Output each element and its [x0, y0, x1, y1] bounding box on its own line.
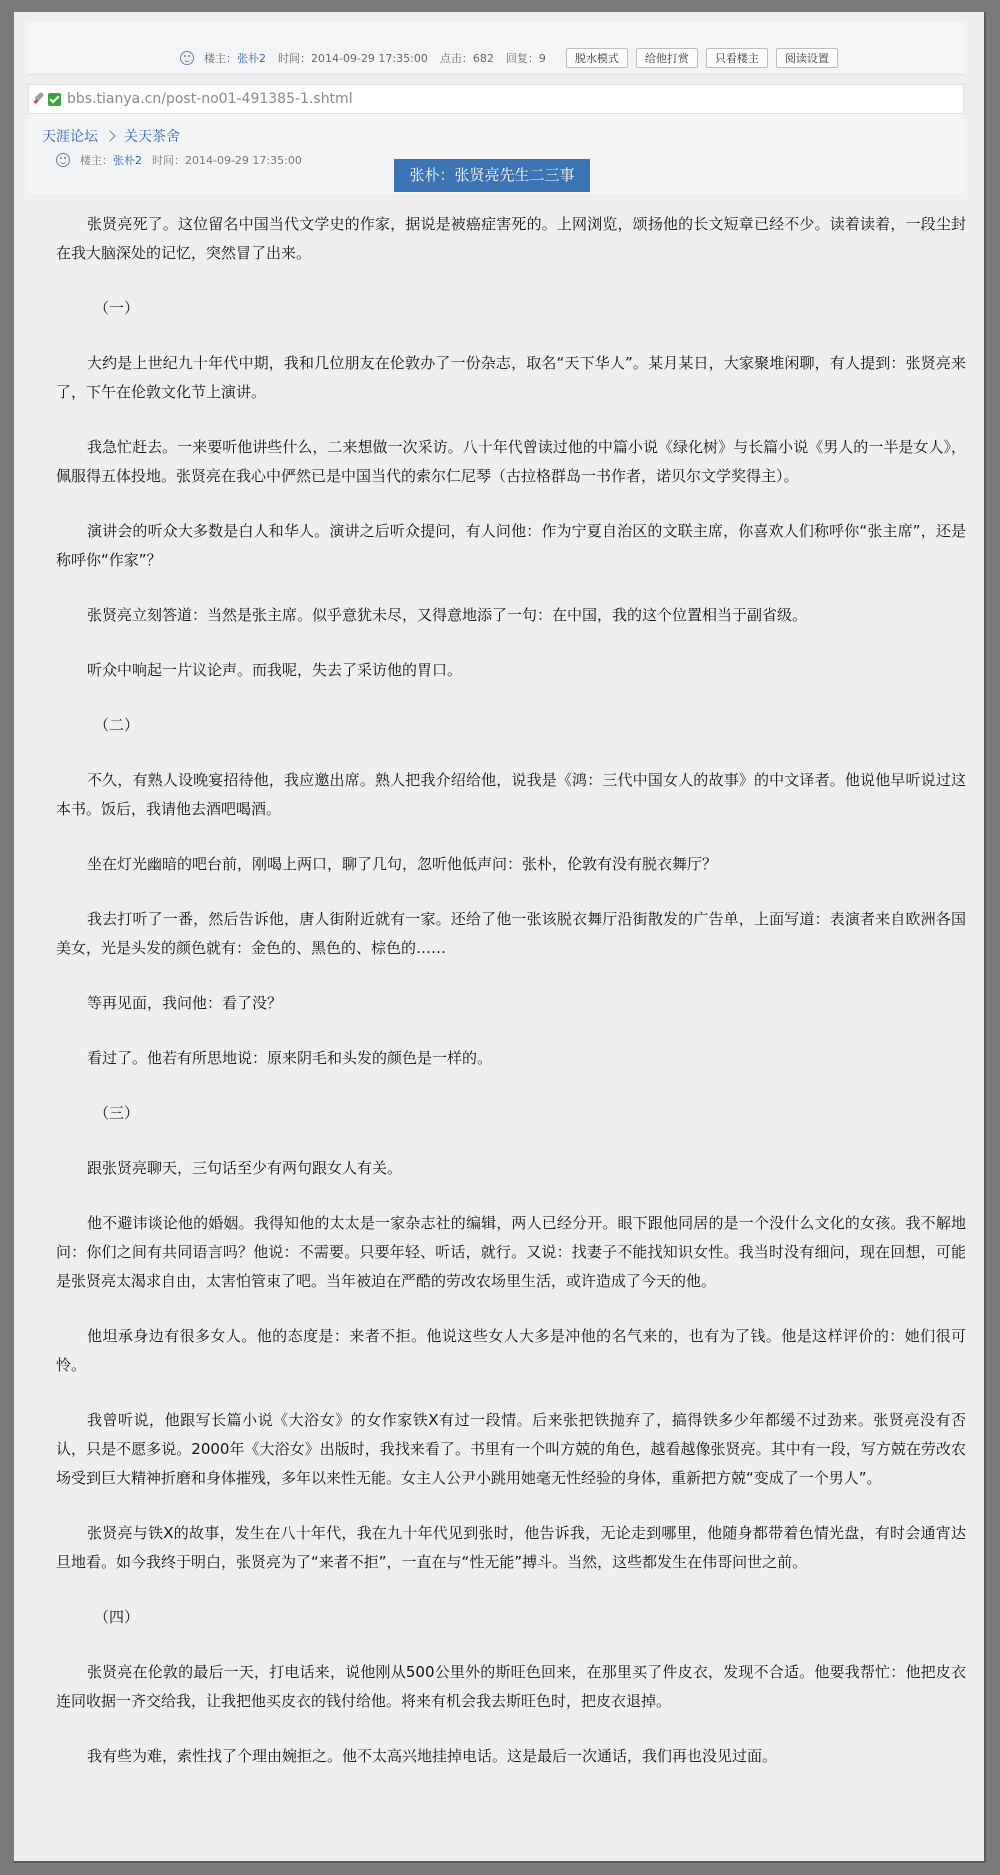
replies-count: 9	[538, 51, 546, 65]
paragraph: 他坦承身边有很多女人。他的态度是：来者不拒。他说这些女人大多是冲他的名气来的，也有为了钱。他是这样评价的：她们很可怜。	[56, 1327, 966, 1374]
paragraph: 跟张贤亮聊天，三句话至少有两句跟女人有关。	[87, 1159, 403, 1177]
section-heading: （三）	[94, 1104, 140, 1122]
section-heading: （二）	[94, 716, 140, 734]
author-only-button[interactable]: 只看楼主	[706, 48, 768, 68]
paragraph: 大约是上世纪九十年代中期，我和几位朋友在伦敦办了一份杂志，取名“天下华人”。某月某日，大家聚堆闲聊，有人提到：张贤亮来了，下午在伦敦文化节上演讲。	[56, 354, 966, 401]
clicks-label: 点击：	[439, 52, 473, 65]
louzhu-label: 楼主：	[80, 154, 113, 167]
smile-icon	[180, 51, 194, 65]
reading-settings-button[interactable]: 阅读设置	[776, 48, 838, 68]
paragraph: 张贤亮立刻答道：当然是张主席。似乎意犹未尽，又得意地添了一句：在中国，我的这个位置相当于副省级。	[87, 606, 808, 624]
secure-check-icon	[48, 93, 61, 106]
time-label: 时间：	[152, 154, 185, 167]
dehydrate-mode-button[interactable]: 脱水模式	[566, 48, 628, 68]
post-toolbar	[28, 22, 964, 75]
post-time: 2014-09-29 17:35:00	[311, 51, 428, 65]
post-author-link[interactable]: 张朴2	[113, 154, 142, 167]
clicks-count: 682	[472, 51, 494, 65]
paragraph: 看过了。他若有所思地说：原来阴毛和头发的颜色是一样的。	[87, 1049, 493, 1067]
paragraph: 张贤亮在伦敦的最后一天，打电话来，说他刚从500公里外的斯旺色回来，在那里买了件皮衣，发现不合适。他要我帮忙：他把皮衣连同收据一齐交给我，让我把他买皮衣的钱付给他。将来有机会我去斯旺色时，把皮衣退掉。	[56, 1663, 966, 1710]
breadcrumb	[42, 126, 180, 146]
paragraph: 我曾听说，他跟写长篇小说《大浴女》的女作家铁X有过一段情。后来张把铁抛弃了，搞得铁多少年都缓不过劲来。张贤亮没有否认，只是不愿多说。2000年《大浴女》出版时，我找来看了。书里有一个叫方兢的角色，越看越像张贤亮。其中有一段，写方兢在劳改农场受到巨大精神折磨和身体摧残，多年以来性无能。女主人公尹小跳用她毫无性经验的身体，重新把方兢“变成了一个男人”。	[56, 1411, 966, 1487]
section-heading: （四）	[94, 1608, 140, 1626]
address-bar[interactable]	[28, 84, 964, 114]
chevron-right-icon	[104, 130, 115, 141]
url-text[interactable]: bbs.tianya.cn/post-no01-491385-1.shtml	[67, 91, 353, 107]
post-meta	[180, 48, 838, 68]
post-time: 2014-09-29 17:35:00	[185, 153, 302, 167]
breadcrumb-tianya-forum[interactable]: 天涯论坛	[42, 129, 98, 145]
post-body	[56, 210, 966, 1797]
paragraph: 我有些为难，索性找了个理由婉拒之。他不太高兴地挂掉电话。这是最后一次通话，我们再也没见过面。	[87, 1747, 778, 1765]
rocket-icon	[33, 93, 45, 105]
paragraph: 不久，有熟人设晚宴招待他，我应邀出席。熟人把我介绍给他，说我是《鸿：三代中国女人的故事》的中文译者。他说他早听说过这本书。饭后，我请他去酒吧喝酒。	[56, 771, 966, 818]
paragraph: 张贤亮与铁X的故事，发生在八十年代，我在九十年代见到张时，他告诉我，无论走到哪里，他随身都带着色情光盘，有时会通宵达旦地看。如今我终于明白，张贤亮为了“来者不拒”，一直在与“性无能”搏斗。当然，这些都发生在伟哥问世之前。	[56, 1524, 966, 1571]
paragraph: 听众中响起一片议论声。而我呢，失去了采访他的胃口。	[87, 661, 463, 679]
author-link[interactable]: 张朴2	[237, 52, 266, 65]
post-title: 张朴：张贤亮先生二三事	[394, 159, 590, 192]
paragraph: 坐在灯光幽暗的吧台前，刚喝上两口，聊了几句，忽听他低声问：张朴，伦敦有没有脱衣舞厅？	[87, 855, 718, 873]
breadcrumb-guantian-chashe[interactable]: 关天茶舍	[124, 129, 180, 145]
louzhu-label: 楼主：	[204, 52, 237, 65]
smile-icon	[56, 153, 70, 167]
post-author-line	[56, 152, 302, 168]
paragraph: 我去打听了一番，然后告诉他，唐人街附近就有一家。还给了他一张该脱衣舞厅沿街散发的广告单，上面写道：表演者来自欧洲各国美女，光是头发的颜色就有：金色的、黑色的、棕色的……	[56, 910, 966, 957]
replies-label: 回复：	[505, 52, 539, 65]
paragraph: 演讲会的听众大多数是白人和华人。演讲之后听众提问，有人问他：作为宁夏自治区的文联主席，你喜欢人们称呼你“张主席”，还是称呼你“作家”？	[56, 522, 966, 569]
paragraph: 张贤亮死了。这位留名中国当代文学史的作家，据说是被癌症害死的。上网浏览，颂扬他的长文短章已经不少。读着读着，一段尘封在我大脑深处的记忆，突然冒了出来。	[56, 215, 966, 262]
paragraph: 他不避讳谈论他的婚姻。我得知他的太太是一家杂志社的编辑，两人已经分开。眼下跟他同居的是一个没什么文化的女孩。我不解地问：你们之间有共同语言吗？他说：不需要。只要年轻、听话，就行。又说：找妻子不能找知识女性。我当时没有细问，现在回想，可能是张贤亮太渴求自由，太害怕管束了吧。当年被迫在严酷的劳改农场里生活，或许造成了今天的他。	[56, 1214, 966, 1290]
section-heading: （一）	[94, 299, 140, 317]
paragraph: 等再见面，我问他：看了没？	[87, 994, 283, 1012]
paragraph: 我急忙赶去。一来要听他讲些什么，二来想做一次采访。八十年代曾读过他的中篇小说《绿化树》与长篇小说《男人的一半是女人》，佩服得五体投地。张贤亮在我心中俨然已是中国当代的索尔仁尼琴（古拉格群岛一书作者，诺贝尔文学奖得主）。	[56, 438, 966, 485]
reward-button[interactable]: 给他打赏	[636, 48, 698, 68]
time-label: 时间：	[278, 52, 311, 65]
